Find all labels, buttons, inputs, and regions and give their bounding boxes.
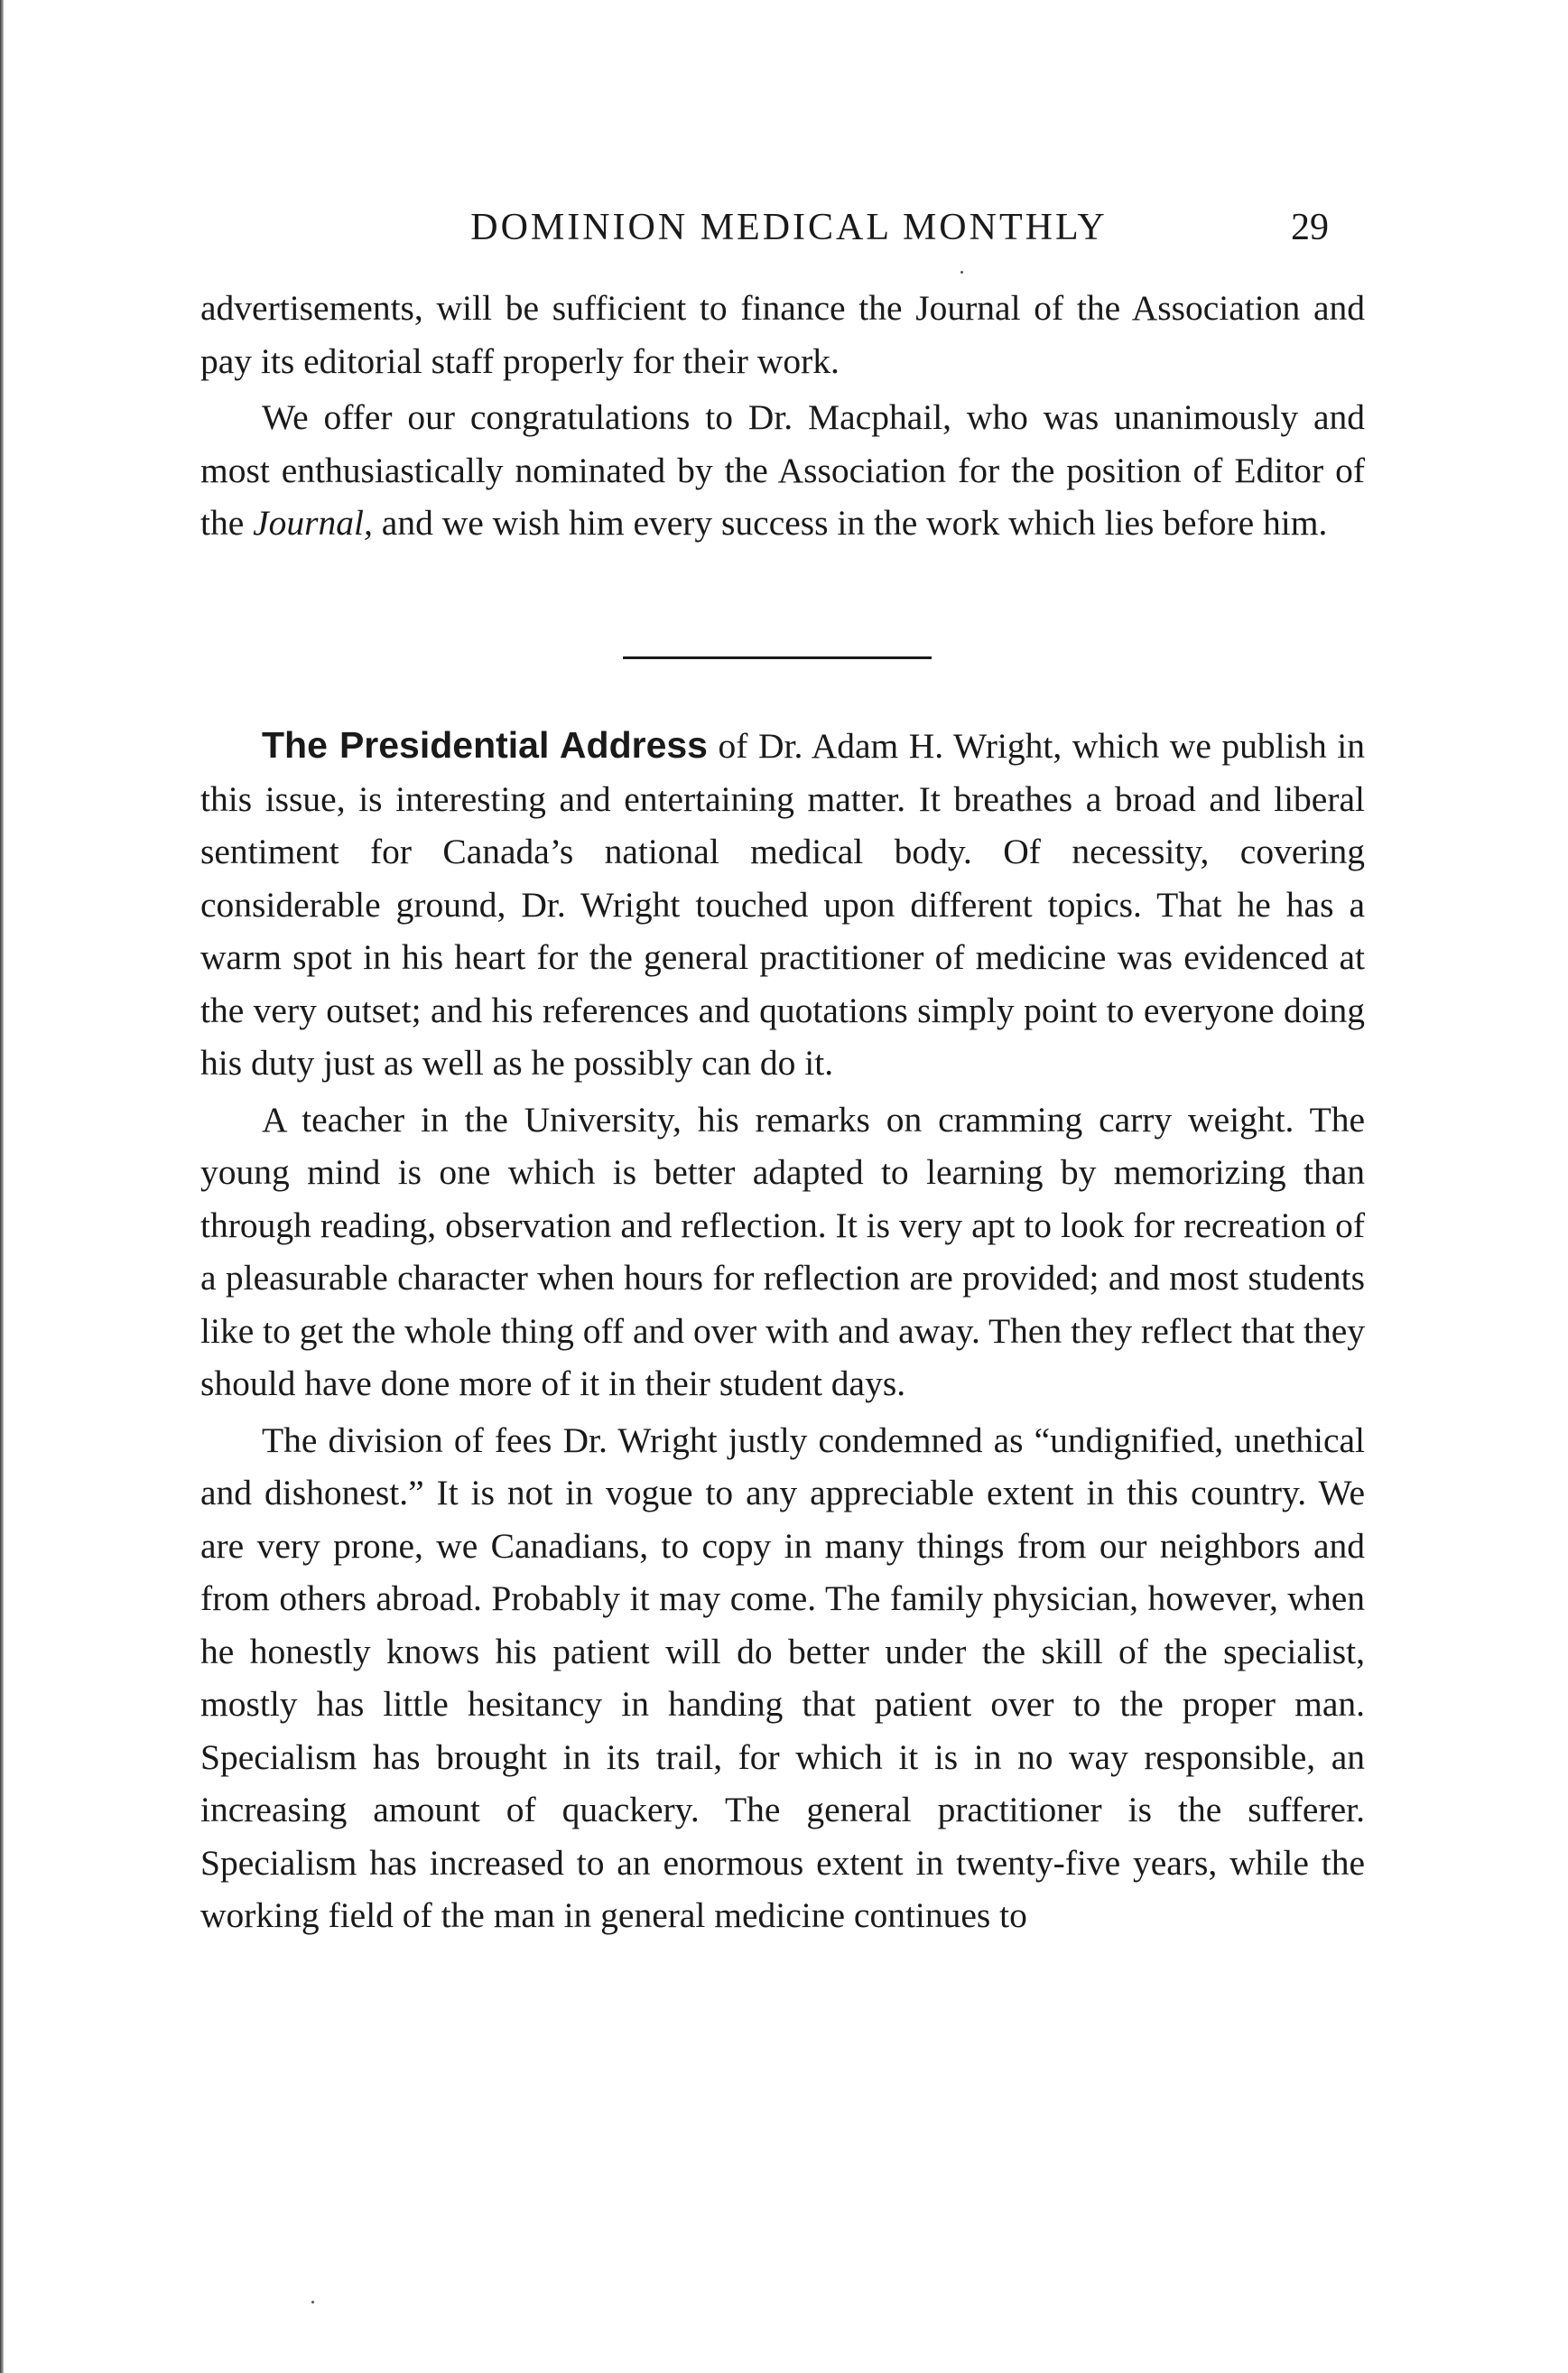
scan-edge — [0, 0, 4, 2373]
presidential-address-editorial — [200, 719, 1365, 1942]
paragraph-text: We offer our congratulations to Dr. Macphail, who was unanimously and most enthusiastically nominated by the Association for the position of Editor of the — [200, 397, 1365, 543]
scan-speck — [311, 2301, 314, 2303]
paragraph-text: of Dr. Adam H. Wright, which we publish in this issue, is interesting and entertaining matter. It breathes a broad and liberal sentiment for Canada’s national medical body. Of necessity, covering considerable ground, Dr. Wright touched upon different topics. That he has a warm spot in his heart for the general practitioner of medicine was evidenced at the very outset; and his references and quotations simply point to everyone doing his duty just as well as he possibly can do it. — [200, 726, 1365, 1083]
section-divider — [623, 656, 932, 659]
paragraph-advertisements: advertisements, will be sufficient to finance the Journal of the Association and pay its editorial staff properly for their work. — [200, 288, 1365, 381]
section-heading: The Presidential Address — [262, 724, 708, 766]
paragraph-text: and we wish him every success in the work which lies before him. — [372, 503, 1328, 543]
paragraph-congratulations — [200, 391, 1365, 550]
paragraph-cramming: A teacher in the University, his remarks on cramming carry weight. The young mind is one which is better adapted to learning by memorizing than through reading, observation and reflection. It is very apt to look for recreation of a pleasurable character when hours for reflection are provided; and most students like to get the whole thing off and over with and away. Then they reflect that they should have done more of it in their student days. — [200, 1099, 1365, 1403]
paragraph-presidential-address — [200, 719, 1365, 1090]
scan-speck — [960, 271, 963, 274]
journal-italic: Journal, — [253, 503, 373, 543]
paragraph-division-of-fees: The division of fees Dr. Wright justly condemned as “undignified, unethical and dishonest.” It is not in vogue to any appreciable extent in this country. We are very prone, we Canadians, to copy in many things from our neighbors and from others abroad. Probably it may come. The family physician, however, when he honestly knows his patient will do better under the skill of the specialist, mostly has little hesitancy in handing that patient over to the proper man. Specialism has brought in its trail, for which it is in no way responsible, an increasing amount of quackery. The general practitioner is the sufferer. Specialism has increased to an enormous extent in twenty-five years, while the working field of the man in general medicine continues to — [200, 1419, 1365, 1935]
journal-title: DOMINION MEDICAL MONTHLY — [470, 207, 1108, 248]
editorial-continuation — [200, 282, 1365, 550]
running-head — [0, 200, 1568, 255]
page-number: 29 — [1291, 207, 1329, 248]
